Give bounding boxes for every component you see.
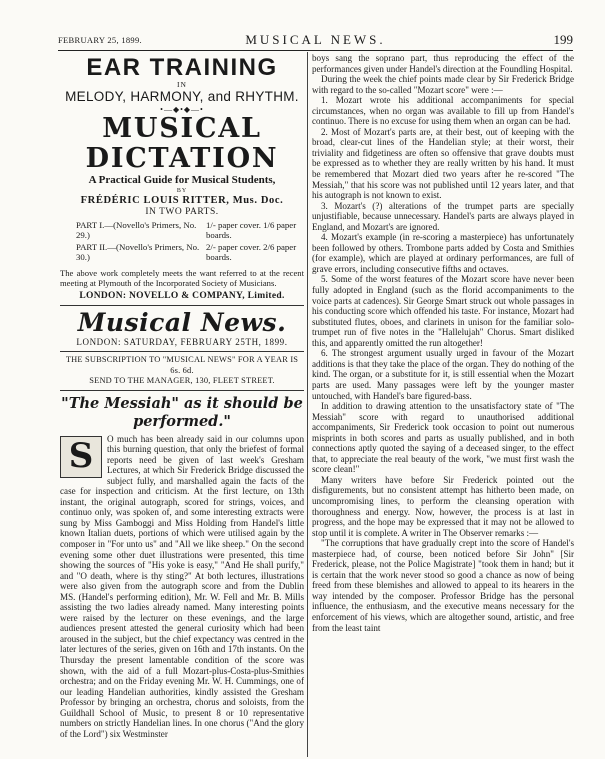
divider (60, 305, 304, 306)
article-paragraph: In addition to drawing attention to the unsatisfactory state of "The Messiah" score with regard to unauthorised additional accompaniments, Sir Frederick took occasion to point out numerous misprints in both scores and parts as usually published, and in both connections aptly quoted the saying of a deceased singer, to the effect that, to appreciate the real beauty of the work, "we must first wash the score clean!" (312, 401, 574, 475)
ad-note: The above work completely meets the want referred to at the recent meeting at Plymouth of the Incorporated Society of Musicians. (60, 268, 304, 288)
ad-parts-heading: IN TWO PARTS. (145, 207, 219, 217)
article-paragraph: O much has been already said in our columns upon this burning question, that only the briefest of formal reports need be given of last week's Gresham Lectures, at which Sir Frederick Bridge discussed the subject fully, and marshalled again the facts of the case for inspection and criticism. At the first lecture, on 13th instant, the original autograph, scored for strings, voices, and continuo only, was spoken of, and some interesting extracts were sung by Miss Gamboggi and Miss Holding from Handel's little known Italian duets, portions of which were utilised again by the composer in "For unto us" and "All we like sheep." On the second evening some other duet illustrations were presented, this time showing the sources of "His yoke is easy," "And He shall purify," and "O death, where is thy sting?" At both lectures, illustrations were also given from the autograph score and from the Dublin MS. (Handel's performing edition), Mr. W. Fell and Mr. B. Mills assisting the two ladies already named. Many interesting points were raised by the lecturer on these evenings, and the large audiences present attested the general curiosity which had been aroused in the subject, but the chief expectancy was centred in the later lectures of the series, given on 16th and 17th instants. On the Thursday the present lamentable condition of the score was shown, with the aid of a full Mozart-plus-Costa-plus-Smithies orchestra; and on the Friday evening Mr. W. H. Cummings, one of our leading Handelian authorities, kindly assisted the Gresham Professor by bringing an orchestra, chorus and soloists, from the Guildhall School of Music, to present 8 or 10 representative numbers on strictly Handelian lines. In one chorus ("And the glory of the Lord") six Westminster (60, 433, 304, 739)
divider (60, 351, 304, 352)
ad-publisher: LONDON: NOVELLO & COMPANY, Limited. (79, 291, 285, 301)
article-title-line1: "The Messiah" as it should be (61, 394, 303, 412)
left-column (60, 53, 304, 739)
point-6: 6. The strongest argument usually urged in favour of the Mozart additions is that they take the place of the organ. They do nothing of the kind. The organ, or a substitute for it, is still essential when the Mozart parts are used. Many passages were left by the younger master untouched, with Handel's bare figured-bass. (312, 348, 574, 401)
article-title-line2: performed." (133, 412, 231, 430)
article-paragraph: Many writers have before Sir Frederick pointed out the disfigurements, but no consistent attempt has hitherto been made, on uncompromising lines, to perform the cleansing operation with thoroughness and energy. Now, however, the process is at last in progress, and the hope may be expressed that it may not be allowed to stop until it is complete. A writer in The Observer remarks :— (312, 474, 574, 538)
drop-cap: S (60, 436, 102, 478)
point-5: 5. Some of the worst features of the Mozart score have never been fully adopted in England (such as the florid accompaniments to the voice parts at cadences). Sir George Smart struck out whole passages in his conducting score which offended his taste. For instance, Mozart had substituted flutes, oboes, and clarinets in unison for the familiar solo-trumpet run of five notes in the "Hallelujah" Chorus. Smart disliked this, and apparently omitted the run altogether! (312, 274, 574, 348)
ornament-divider: •—◆•◆—• (160, 105, 204, 114)
ad-part-price: 1/- paper cover. 1/6 paper boards. (206, 220, 297, 240)
subscription-price: THE SUBSCRIPTION TO "MUSICAL NEWS" FOR A YEAR IS 6s. 6d. (65, 355, 299, 375)
column-divider (307, 52, 308, 757)
ad-melody-harmony-rhythm: MELODY, HARMONY, and RHYTHM. (65, 89, 299, 104)
point-4: 4. Mozart's example (in re-scoring a masterpiece) has unfortunately been followed by others. Trombone parts added by Costa and Smithies (for example), which are played at ordinary performances, are full of grave errors, including consecutive fifths and octaves. (312, 232, 574, 274)
header-title: MUSICAL NEWS. (245, 32, 386, 47)
ad-part-name: PART II.—(Novello's Primers, No. 30.) (76, 242, 200, 262)
page-header (58, 34, 573, 48)
ad-musical-dictation: MUSICAL DICTATION (85, 113, 279, 174)
page-number: 199 (553, 32, 573, 47)
article-body-left (60, 434, 304, 740)
point-2: 2. Most of Mozart's parts are, at their best, out of keeping with the broad, clear-cut lines of the Handelian style; at their worst, their triviality and fidgetiness are often so offensive that grave doubts must be expressed as to whether they are really written by his hand. It must be remembered that Mozart died two years after he re-scored "The Messiah," that his score was not published until 12 years later, and that his autograph is not known to exist. (312, 126, 574, 201)
header-rule (58, 50, 573, 51)
article-quote: "The corruptions that have gradually crept into the score of Handel's masterpiece had, of course, been noticed before Sir John" [Sir Frederick, please, not the Police Magistrate] "took them in hand; but it is certain that the work never stood so good a chance as now of being freed from these blemishes and allowed to appeal to its hearers in the way intended by the composer. Professor Bridge has the personal influence, the enthusiasm, and the executive means necessary for the enforcement of his views, which are altogether sound, artistic, and free from the least taint (312, 538, 574, 633)
article-paragraph: During the week the chief points made clear by Sir Frederick Bridge with regard to the so-called "Mozart score" were :— (312, 74, 574, 95)
masthead-dateline: LONDON: SATURDAY, FEBRUARY 25TH, 1899. (76, 337, 288, 347)
ad-by: BY (176, 188, 188, 194)
right-column (312, 53, 574, 633)
ad-in: IN (177, 80, 187, 89)
ad-subtitle: A Practical Guide for Musical Students, (88, 174, 276, 186)
ad-author: FRÉDÉRIC LOUIS RITTER, Mus. Doc. (80, 195, 284, 206)
article-title (60, 395, 304, 431)
subscription-line (60, 355, 304, 387)
header-date: FEBRUARY 25, 1899. (58, 35, 142, 45)
masthead-title: Musical News. (77, 308, 287, 337)
ad-ear-training: EAR TRAINING (86, 54, 278, 81)
ad-part-price: 2/- paper cover. 2/6 paper boards. (206, 242, 297, 262)
advertisement (60, 55, 304, 302)
divider (60, 390, 304, 391)
ad-part-row (60, 220, 304, 240)
ad-part-name: PART I.—(Novello's Primers, No. 29.) (76, 220, 197, 240)
subscription-address: SEND TO THE MANAGER, 130, FLEET STREET. (89, 376, 275, 385)
ad-part-row (60, 242, 304, 262)
point-1: 1. Mozart wrote his additional accompaniments for special circumstances, when no organ was available to fill up from Handel's continuo. There is no excuse for using them when an organ can be had. (312, 95, 574, 127)
article-paragraph: boys sang the soprano part, thus reproducing the effect of the performances given under Handel's direction at the Foundling Hospital. (312, 53, 574, 74)
point-3: 3. Mozart's (?) alterations of the trumpet parts are specially unjustifiable, because unnecessary. Handel's parts are always played in England, and Mozart's are ignored. (312, 200, 574, 232)
